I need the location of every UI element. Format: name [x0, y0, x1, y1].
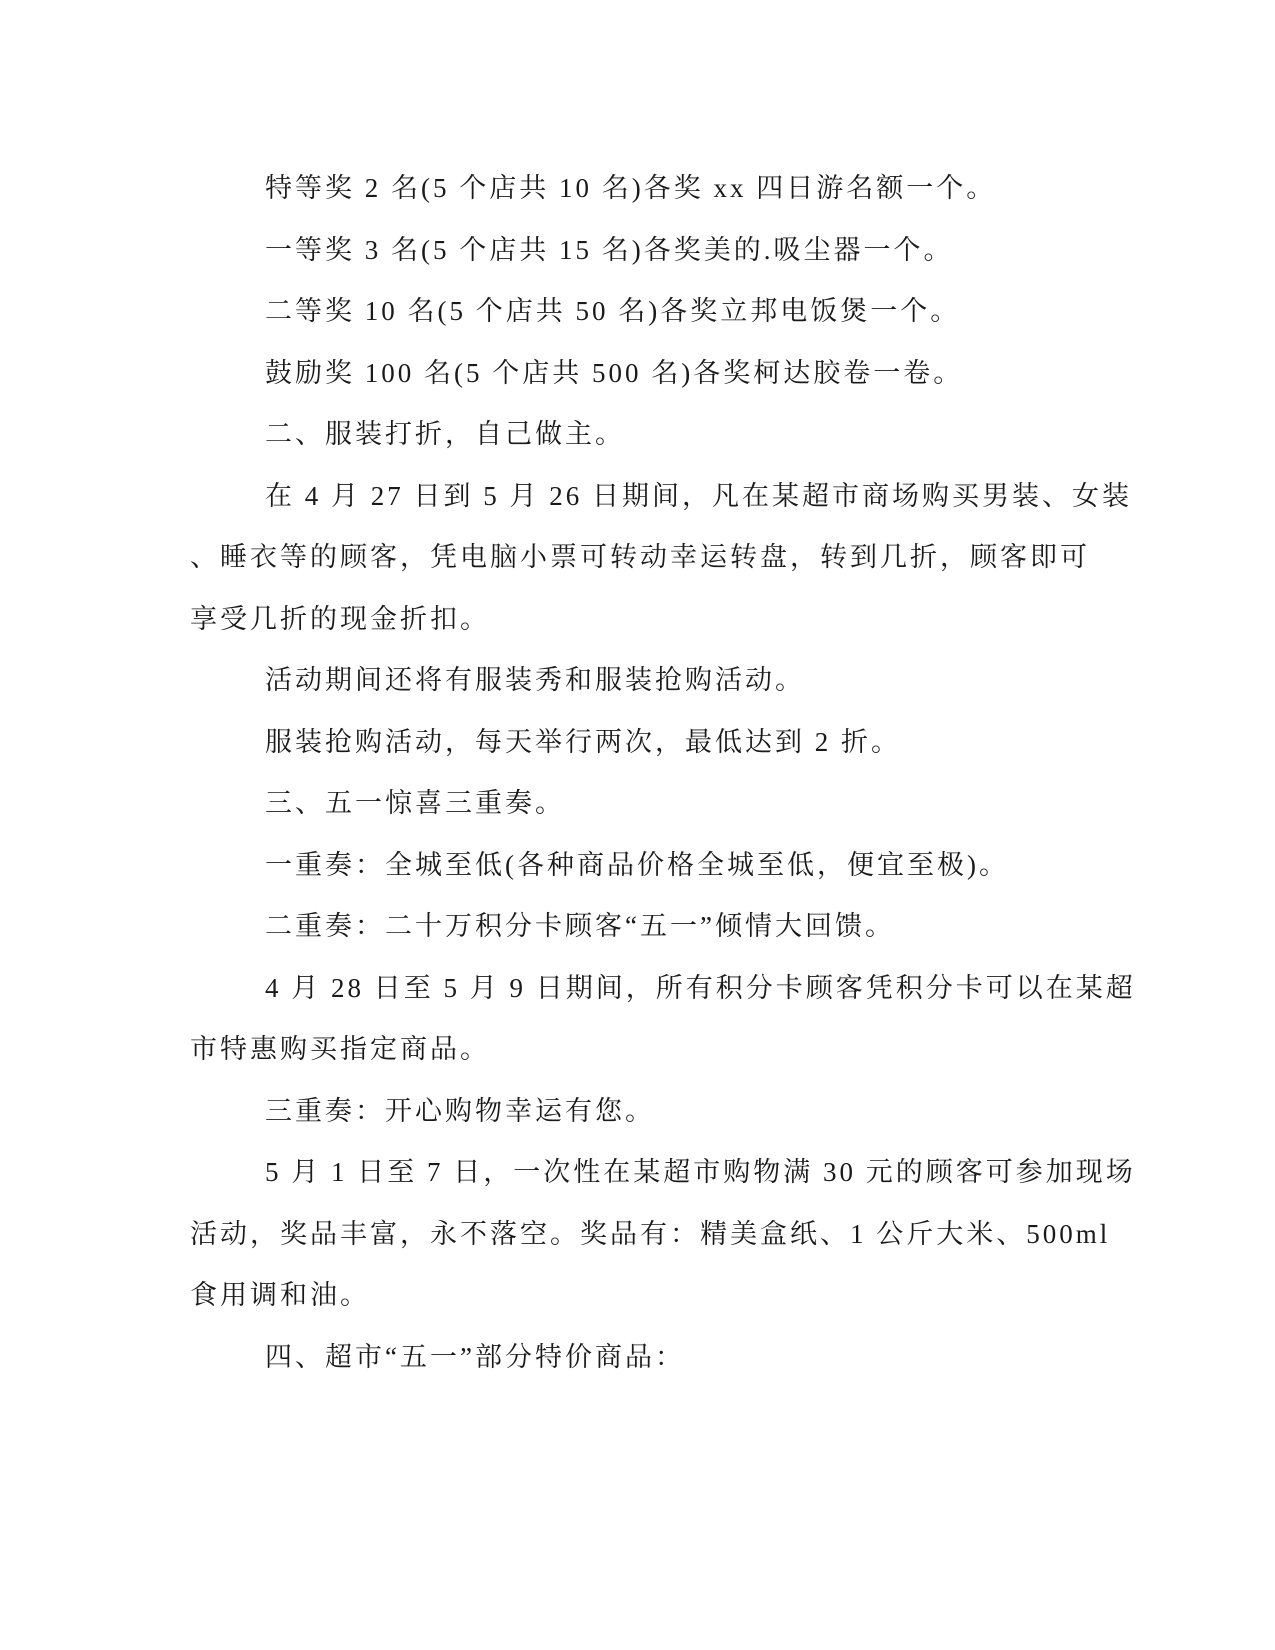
paragraph-line: 一重奏：全城至低(各种商品价格全城至低，便宜至极)。: [265, 849, 1009, 880]
paragraph-line: 服装抢购活动，每天举行两次，最低达到 2 折。: [265, 726, 901, 757]
paragraph: [190, 896, 1090, 958]
paragraph-line: 四、超市“五一”部分特价商品：: [265, 1341, 685, 1372]
paragraph: [190, 1081, 1090, 1143]
paragraph-line: 4 月 28 日至 5 月 9 日期间，所有积分卡顾客凭积分卡可以在某超: [265, 972, 1136, 1003]
paragraph-line: 鼓励奖 100 名(5 个店共 500 名)各奖柯达胶卷一卷。: [265, 357, 964, 388]
paragraph: [190, 220, 1090, 282]
paragraph-line: 一等奖 3 名(5 个店共 15 名)各奖美的.吸尘器一个。: [265, 234, 954, 265]
paragraph-line: 活动，奖品丰富，永不落空。奖品有：精美盒纸、1 公斤大米、500ml: [190, 1218, 1111, 1249]
paragraph: [190, 281, 1090, 343]
paragraph-line: 市特惠购买指定商品。: [190, 1034, 490, 1064]
paragraph: [190, 343, 1090, 405]
paragraph: [190, 466, 1132, 651]
paragraph: [190, 158, 1090, 220]
paragraph-line: 二重奏：二十万积分卡顾客“五一”倾情大回馈。: [265, 911, 895, 941]
paragraph: [190, 650, 1090, 712]
paragraph-line: 享受几折的现金折扣。: [190, 603, 490, 634]
paragraph-line: 二等奖 10 名(5 个店共 50 名)各奖立邦电饭煲一个。: [265, 296, 961, 326]
paragraph: [190, 958, 1136, 1081]
document-body: [190, 158, 1136, 1388]
paragraph: [190, 404, 1090, 466]
paragraph-line: 在 4 月 27 日到 5 月 26 日期间，凡在某超市商场购买男装、女装: [265, 480, 1132, 511]
paragraph: [190, 1327, 1090, 1389]
paragraph-line: 5 月 1 日至 7 日，一次性在某超市购物满 30 元的顾客可参加现场: [265, 1157, 1136, 1187]
paragraph-line: 、睡衣等的顾客，凭电脑小票可转动幸运转盘，转到几折，顾客即可: [190, 542, 1090, 572]
paragraph-line: 三重奏：开心购物幸运有您。: [265, 1095, 655, 1126]
paragraph: [190, 835, 1090, 897]
paragraph: [190, 1142, 1136, 1327]
paragraph: [190, 712, 1090, 774]
paragraph-line: 活动期间还将有服装秀和服装抢购活动。: [265, 665, 805, 695]
paragraph-line: 特等奖 2 名(5 个店共 10 名)各奖 xx 四日游名额一个。: [265, 173, 997, 203]
paragraph: [190, 773, 1090, 835]
paragraph-line: 三、五一惊喜三重奏。: [265, 788, 565, 818]
paragraph-line: 食用调和油。: [190, 1280, 370, 1310]
paragraph-line: 二、服装打折，自己做主。: [265, 419, 625, 449]
